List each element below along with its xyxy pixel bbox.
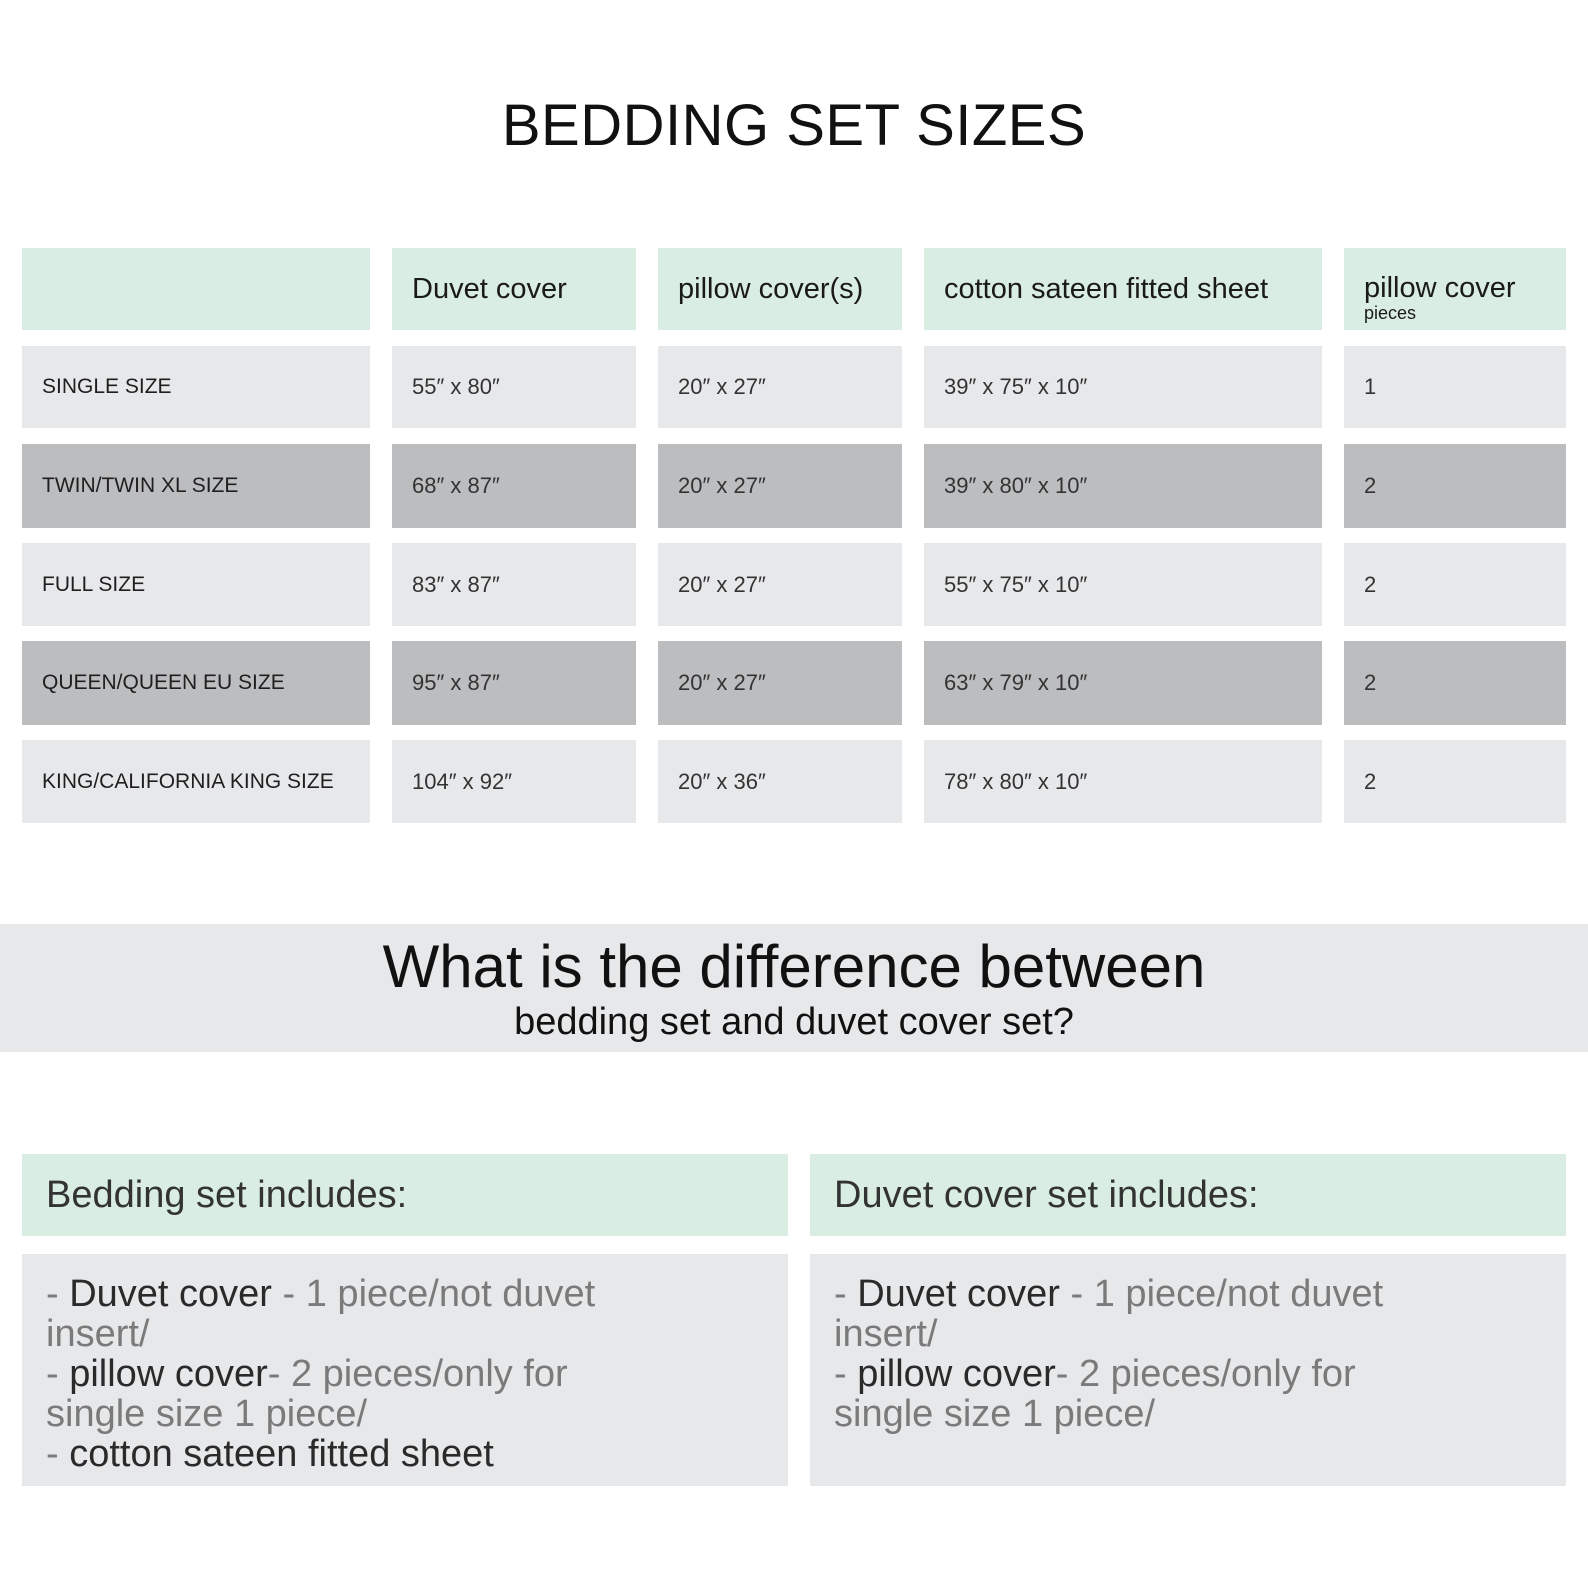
table-header-pillow: pillow cover(s) [658, 248, 902, 330]
list-item: - pillow cover- 2 pieces/only for [834, 1353, 1356, 1395]
table-header-pieces-sub: pieces [1364, 303, 1417, 323]
table-cell-pieces: 2 [1344, 543, 1566, 626]
table-cell-duvet: 95″ x 87″ [392, 641, 636, 725]
table-cell-pillow: 20″ x 36″ [658, 740, 902, 823]
list-item: - Duvet cover - 1 piece/not duvet [46, 1273, 596, 1315]
difference-subheading: bedding set and duvet cover set? [514, 1001, 1074, 1043]
table-cell-pieces: 2 [1344, 740, 1566, 823]
table-row-size: TWIN/TWIN XL SIZE [22, 444, 370, 528]
table-cell-duvet: 104″ x 92″ [392, 740, 636, 823]
table-cell-duvet: 83″ x 87″ [392, 543, 636, 626]
table-header-sheet: cotton sateen fitted sheet [924, 248, 1322, 330]
difference-heading: What is the difference between [382, 933, 1206, 1000]
table-header-duvet: Duvet cover [392, 248, 636, 330]
table-cell-pillow: 20″ x 27″ [658, 641, 902, 725]
table-cell-sheet: 78″ x 80″ x 10″ [924, 740, 1322, 823]
table-cell-sheet: 39″ x 75″ x 10″ [924, 346, 1322, 428]
table-header-size [22, 248, 370, 330]
table-cell-pieces: 2 [1344, 444, 1566, 528]
table-cell-sheet: 63″ x 79″ x 10″ [924, 641, 1322, 725]
table-cell-pieces: 2 [1344, 641, 1566, 725]
list-item: single size 1 piece/ [46, 1393, 368, 1435]
duvet-set-title: Duvet cover set includes: [810, 1154, 1566, 1236]
table-cell-duvet: 55″ x 80″ [392, 346, 636, 428]
table-row-size: SINGLE SIZE [22, 346, 370, 428]
page-title: BEDDING SET SIZES [501, 93, 1087, 158]
list-item: single size 1 piece/ [834, 1393, 1156, 1435]
table-cell-pillow: 20″ x 27″ [658, 444, 902, 528]
table-row-size: QUEEN/QUEEN EU SIZE [22, 641, 370, 725]
bedding-set-title: Bedding set includes: [22, 1154, 788, 1236]
table-header-pieces-main: pillow cover [1364, 272, 1516, 304]
table-cell-sheet: 55″ x 75″ x 10″ [924, 543, 1322, 626]
table-cell-duvet: 68″ x 87″ [392, 444, 636, 528]
table-cell-sheet: 39″ x 80″ x 10″ [924, 444, 1322, 528]
table-row-size: FULL SIZE [22, 543, 370, 626]
list-item: - pillow cover- 2 pieces/only for [46, 1353, 568, 1395]
bedding-set-list [22, 1254, 788, 1486]
table-cell-pieces: 1 [1344, 346, 1566, 428]
list-item: - Duvet cover - 1 piece/not duvet [834, 1273, 1384, 1315]
table-cell-pillow: 20″ x 27″ [658, 543, 902, 626]
table-cell-pillow: 20″ x 27″ [658, 346, 902, 428]
table-header-pieces [1344, 248, 1566, 330]
list-item: insert/ [46, 1313, 150, 1355]
list-item: - cotton sateen fitted sheet [46, 1433, 494, 1475]
list-item: insert/ [834, 1313, 938, 1355]
table-row-size: KING/CALIFORNIA KING SIZE [22, 740, 370, 823]
duvet-set-list [810, 1254, 1566, 1486]
